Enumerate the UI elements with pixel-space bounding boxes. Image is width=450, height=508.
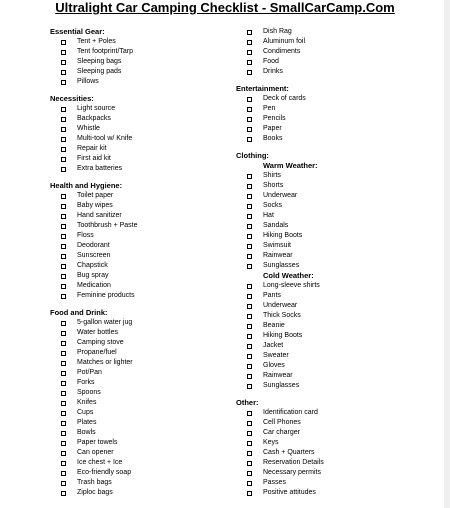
checkbox-icon[interactable]	[61, 481, 66, 486]
checklist-item[interactable]: Long-sleeve shirts	[236, 281, 436, 291]
checklist-item[interactable]: Pencils	[236, 114, 436, 124]
section-heading: Clothing:	[236, 151, 269, 160]
checklist-item[interactable]: Car charger	[236, 428, 436, 438]
checkbox-icon[interactable]	[247, 491, 252, 496]
checklist-item[interactable]: Floss	[50, 231, 230, 241]
checkbox-icon[interactable]	[61, 264, 66, 269]
checkbox-icon[interactable]	[61, 461, 66, 466]
checkbox-icon[interactable]	[247, 471, 252, 476]
checkbox-icon[interactable]	[247, 40, 252, 45]
checkbox-icon[interactable]	[61, 411, 66, 416]
checkbox-icon[interactable]	[247, 194, 252, 199]
checkbox-icon[interactable]	[61, 341, 66, 346]
checklist-item[interactable]: Medication	[50, 281, 230, 291]
section-food-continued	[236, 27, 436, 77]
section-health-hygiene	[50, 181, 230, 301]
checklist-item[interactable]: Food	[236, 57, 436, 67]
checkbox-icon[interactable]	[247, 284, 252, 289]
checkbox-icon[interactable]	[61, 431, 66, 436]
checklist-item[interactable]: Ice chest + Ice	[50, 458, 230, 468]
checkbox-icon[interactable]	[61, 224, 66, 229]
section-heading: Entertainment:	[236, 84, 289, 93]
checkbox-icon[interactable]	[61, 321, 66, 326]
checklist-item[interactable]: Eco-friendly soap	[50, 468, 230, 478]
checklist-item[interactable]: Shirts	[236, 171, 436, 181]
checkbox-icon[interactable]	[247, 334, 252, 339]
checklist-item[interactable]: Swimsuit	[236, 241, 436, 251]
checkbox-icon[interactable]	[247, 441, 252, 446]
checklist-item[interactable]: Hat	[236, 211, 436, 221]
checkbox-icon[interactable]	[61, 107, 66, 112]
checkbox-icon[interactable]	[247, 97, 252, 102]
checkbox-icon[interactable]	[247, 304, 252, 309]
checkbox-icon[interactable]	[61, 284, 66, 289]
checklist-item[interactable]: Passes	[236, 478, 436, 488]
checkbox-icon[interactable]	[247, 344, 252, 349]
checklist-item[interactable]: Shorts	[236, 181, 436, 191]
checkbox-icon[interactable]	[61, 351, 66, 356]
section-other	[236, 398, 436, 498]
checklist-item[interactable]: Bug spray	[50, 271, 230, 281]
left-column	[50, 27, 230, 498]
checkbox-icon[interactable]	[61, 157, 66, 162]
checkbox-icon[interactable]	[247, 264, 252, 269]
checklist-item[interactable]: Aluminum foil	[236, 37, 436, 47]
checklist-item[interactable]: Ziploc bags	[50, 488, 230, 498]
section-heading: Health and Hygiene:	[50, 181, 123, 190]
checkbox-icon[interactable]	[61, 60, 66, 65]
checklist-item[interactable]: Toilet paper	[50, 191, 230, 201]
checkbox-icon[interactable]	[247, 30, 252, 35]
checklist-item[interactable]: Tent footprint/Tarp	[50, 47, 230, 57]
checkbox-icon[interactable]	[247, 451, 252, 456]
checklist-item[interactable]: Deck of cards	[236, 94, 436, 104]
checklist-item[interactable]: Chapstick	[50, 261, 230, 271]
checkbox-icon[interactable]	[61, 204, 66, 209]
checkbox-icon[interactable]	[247, 244, 252, 249]
checklist-item[interactable]: Repair kit	[50, 144, 230, 154]
checklist-item[interactable]: Trash bags	[50, 478, 230, 488]
section-heading: Food and Drink:	[50, 308, 108, 317]
checklist-item[interactable]: Identification card	[236, 408, 436, 418]
checkbox-icon[interactable]	[247, 384, 252, 389]
checklist-item[interactable]: Paper towels	[50, 438, 230, 448]
checkbox-icon[interactable]	[247, 107, 252, 112]
checklist-item[interactable]: Reservation Details	[236, 458, 436, 468]
checklist-item[interactable]: Deodorant	[50, 241, 230, 251]
checklist-item[interactable]: Positive attitudes	[236, 488, 436, 498]
section-entertainment	[236, 84, 436, 144]
subsection-heading-warm: Warm Weather:	[263, 161, 318, 170]
checkbox-icon[interactable]	[61, 361, 66, 366]
checklist-item[interactable]: Condiments	[236, 47, 436, 57]
checklist-item[interactable]: Feminine products	[50, 291, 230, 301]
checkbox-icon[interactable]	[247, 117, 252, 122]
checklist-item[interactable]: Sandals	[236, 221, 436, 231]
checklist-item[interactable]: Rainwear	[236, 251, 436, 261]
checklist-item[interactable]: Paper	[236, 124, 436, 134]
checklist-item[interactable]: Spoons	[50, 388, 230, 398]
checklist-item[interactable]: Multi-tool w/ Knife	[50, 134, 230, 144]
checklist-item[interactable]: Plates	[50, 418, 230, 428]
checkbox-icon[interactable]	[61, 167, 66, 172]
checkbox-icon[interactable]	[247, 184, 252, 189]
checklist-item[interactable]: Knifes	[50, 398, 230, 408]
checklist-item[interactable]: Jacket	[236, 341, 436, 351]
checkbox-icon[interactable]	[247, 174, 252, 179]
checklist-item[interactable]: Keys	[236, 438, 436, 448]
checkbox-icon[interactable]	[61, 80, 66, 85]
checklist-item[interactable]: Pot/Pan	[50, 368, 230, 378]
checklist-item[interactable]: Sunglasses	[236, 261, 436, 271]
section-heading: Essential Gear:	[50, 27, 105, 36]
checkbox-icon[interactable]	[247, 431, 252, 436]
checkbox-icon[interactable]	[247, 461, 252, 466]
checklist-item[interactable]: Sleeping pads	[50, 67, 230, 77]
checklist-item[interactable]: Propane/fuel	[50, 348, 230, 358]
checkbox-icon[interactable]	[61, 194, 66, 199]
checklist-item[interactable]: Necessary permits	[236, 468, 436, 478]
checkbox-icon[interactable]	[61, 381, 66, 386]
checklist-item[interactable]: Can opener	[50, 448, 230, 458]
page-title: Ultralight Car Camping Checklist - SmallCarCamp.Com	[55, 0, 395, 15]
checkbox-icon[interactable]	[61, 391, 66, 396]
checkbox-icon[interactable]	[61, 371, 66, 376]
section-heading: Necessities:	[50, 94, 94, 103]
checkbox-icon[interactable]	[61, 254, 66, 259]
checklist-item[interactable]: First aid kit	[50, 154, 230, 164]
right-column	[236, 27, 436, 498]
page-edge	[444, 0, 450, 508]
checkbox-icon[interactable]	[247, 60, 252, 65]
checkbox-icon[interactable]	[61, 70, 66, 75]
checkbox-icon[interactable]	[247, 70, 252, 75]
section-clothing	[236, 151, 436, 391]
checklist-item[interactable]: Toothbrush + Paste	[50, 221, 230, 231]
checklist-item[interactable]: Hiking Boots	[236, 331, 436, 341]
checkbox-icon[interactable]	[247, 127, 252, 132]
subsection-heading-cold: Cold Weather:	[263, 271, 314, 280]
checkbox-icon[interactable]	[61, 491, 66, 496]
checklist-item[interactable]: Water bottles	[50, 328, 230, 338]
checkbox-icon[interactable]	[61, 40, 66, 45]
checklist-item[interactable]: 5-gallon water jug	[50, 318, 230, 328]
checkbox-icon[interactable]	[61, 127, 66, 132]
checklist-item[interactable]: Hiking Boots	[236, 231, 436, 241]
section-food-drink	[50, 308, 230, 498]
section-heading: Other:	[236, 398, 259, 407]
checklist-item[interactable]: Thick Socks	[236, 311, 436, 321]
checkbox-icon[interactable]	[61, 137, 66, 142]
checklist-item[interactable]: Forks	[50, 378, 230, 388]
checklist-item[interactable]: Tent + Poles	[50, 37, 230, 47]
section-essential-gear	[50, 27, 230, 87]
checklist-item[interactable]: Camping stove	[50, 338, 230, 348]
checklist-item[interactable]: Extra batteries	[50, 164, 230, 174]
checklist-item[interactable]: Cash + Quarters	[236, 448, 436, 458]
checkbox-icon[interactable]	[61, 147, 66, 152]
checklist-item[interactable]: Whistle	[50, 124, 230, 134]
checklist-item[interactable]: Bowls	[50, 428, 230, 438]
checkbox-icon[interactable]	[247, 234, 252, 239]
checklist-item[interactable]: Underwear	[236, 301, 436, 311]
checkbox-icon[interactable]	[247, 294, 252, 299]
checkbox-icon[interactable]	[247, 324, 252, 329]
checkbox-icon[interactable]	[247, 354, 252, 359]
checkbox-icon[interactable]	[247, 481, 252, 486]
checkbox-icon[interactable]	[247, 224, 252, 229]
checklist-item[interactable]: Gloves	[236, 361, 436, 371]
checkbox-icon[interactable]	[247, 374, 252, 379]
section-necessities	[50, 94, 230, 174]
checklist-item[interactable]: Pillows	[50, 77, 230, 87]
checkbox-icon[interactable]	[247, 314, 252, 319]
checkbox-icon[interactable]	[247, 254, 252, 259]
checkbox-icon[interactable]	[247, 204, 252, 209]
checklist-item[interactable]: Baby wipes	[50, 201, 230, 211]
checklist-item[interactable]: Cell Phones	[236, 418, 436, 428]
checkbox-icon[interactable]	[61, 50, 66, 55]
checklist-item[interactable]: Socks	[236, 201, 436, 211]
checkbox-icon[interactable]	[61, 471, 66, 476]
checklist-item[interactable]: Backpacks	[50, 114, 230, 124]
checkbox-icon[interactable]	[247, 364, 252, 369]
checklist-item[interactable]: Dish Rag	[236, 27, 436, 37]
checkbox-icon[interactable]	[61, 331, 66, 336]
checklist-item[interactable]: Drinks	[236, 67, 436, 77]
checkbox-icon[interactable]	[61, 401, 66, 406]
checkbox-icon[interactable]	[247, 421, 252, 426]
checklist-item[interactable]: Underwear	[236, 191, 436, 201]
checklist-item[interactable]: Beanie	[236, 321, 436, 331]
checklist-item[interactable]: Pants	[236, 291, 436, 301]
checkbox-icon[interactable]	[61, 117, 66, 122]
checklist-item[interactable]: Sunscreen	[50, 251, 230, 261]
checkbox-icon[interactable]	[61, 274, 66, 279]
checklist-item[interactable]: Books	[236, 134, 436, 144]
checkbox-icon[interactable]	[61, 294, 66, 299]
checklist-item[interactable]: Sweater	[236, 351, 436, 361]
checklist-item[interactable]: Hand sanitizer	[50, 211, 230, 221]
checklist-item[interactable]: Cups	[50, 408, 230, 418]
checklist-item[interactable]: Matches or lighter	[50, 358, 230, 368]
checkbox-icon[interactable]	[247, 50, 252, 55]
checkbox-icon[interactable]	[247, 411, 252, 416]
checkbox-icon[interactable]	[247, 214, 252, 219]
checkbox-icon[interactable]	[61, 451, 66, 456]
checklist-item[interactable]: Rainwear	[236, 371, 436, 381]
checkbox-icon[interactable]	[247, 137, 252, 142]
checkbox-icon[interactable]	[61, 244, 66, 249]
checklist-item[interactable]: Pen	[236, 104, 436, 114]
checklist-item[interactable]: Light source	[50, 104, 230, 114]
checkbox-icon[interactable]	[61, 214, 66, 219]
checklist-item[interactable]: Sleeping bags	[50, 57, 230, 67]
checkbox-icon[interactable]	[61, 441, 66, 446]
checklist-item[interactable]: Sunglasses	[236, 381, 436, 391]
checkbox-icon[interactable]	[61, 234, 66, 239]
checkbox-icon[interactable]	[61, 421, 66, 426]
